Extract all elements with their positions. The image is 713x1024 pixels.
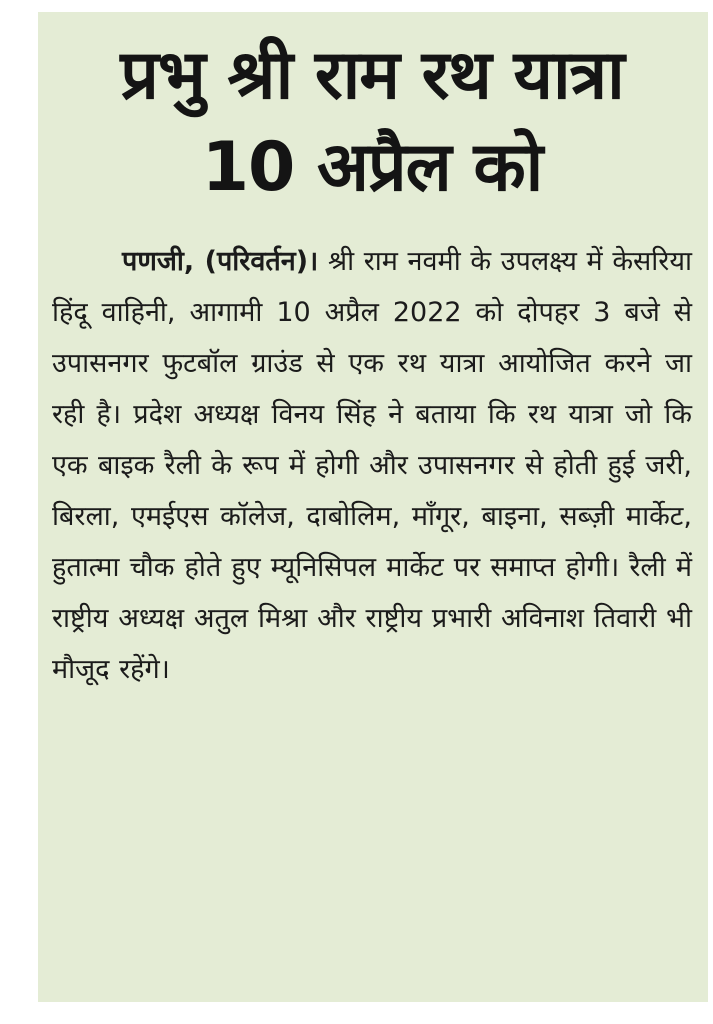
newspaper-clipping (38, 12, 708, 1002)
article-body (52, 236, 692, 695)
article-paragraph (52, 236, 692, 695)
headline-line-1: प्रभु श्री राम रथ यात्रा (120, 36, 624, 115)
dateline: पणजी, (परिवर्तन)। (122, 246, 319, 277)
headline (52, 34, 692, 210)
article-text: श्री राम नवमी के उपलक्ष्य में केसरिया हिंदू वाहिनी, आगामी 10 अप्रैल 2022 को दोपहर 3 बजे से उपासनगर फुटबॉल ग्राउंड से एक रथ यात्रा आयोजित करने जा रही है। प्रदेश अध्यक्ष विनय सिंह ने बताया कि रथ यात्रा जो कि एक बाइक रैली के रूप में होगी और उपासनगर से होती हुई जरी, बिरला, एमईएस कॉलेज, दाबोलिम, माँगूर, बाइना, सब्ज़ी मार्केट, हुतात्मा चौक होते हुए म्यूनिसिपल मार्केट पर समाप्त होगी। रैली में राष्ट्रीय अध्यक्ष अतुल मिश्रा और राष्ट्रीय प्रभारी अविनाश तिवारी भी मौजूद रहेंगे। (52, 246, 692, 685)
headline-line-2: 10 अप्रैल को (201, 128, 543, 207)
